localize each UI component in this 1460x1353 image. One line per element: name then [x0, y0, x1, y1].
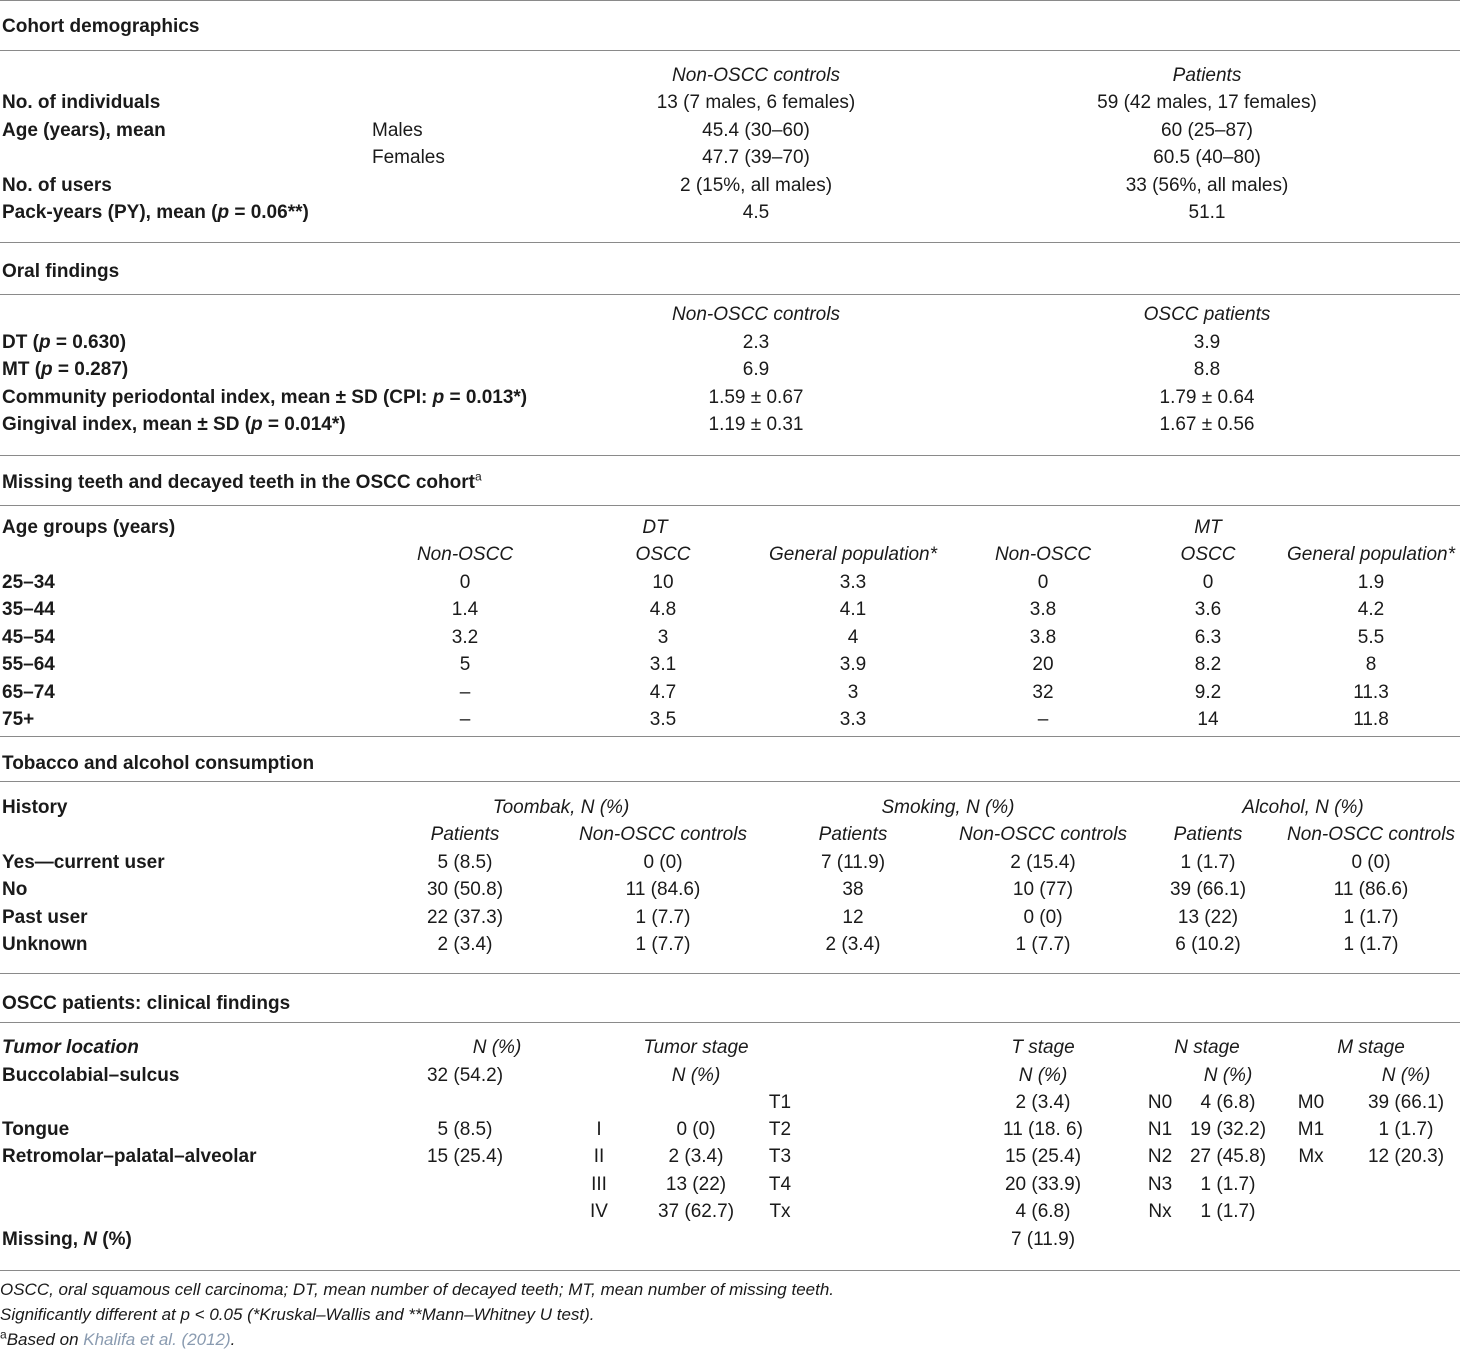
table-cell: 39 (66.1)	[1367, 1092, 1445, 1113]
col-header-tumor-location: Tumor location	[2, 1037, 139, 1058]
stage-label: N1	[1147, 1119, 1173, 1140]
table-cell: –	[1037, 709, 1049, 730]
cell: 59 (42 males, 17 females)	[1097, 92, 1317, 113]
reference-link[interactable]: Khalifa et al. (2012)	[83, 1330, 231, 1349]
section-rule	[0, 505, 1460, 506]
table-cell: 32	[1032, 681, 1054, 703]
group-header-smoking: Smoking, N (%)	[881, 797, 1015, 818]
table-cell: 11.3	[1353, 681, 1389, 703]
table-cell: 0 (0)	[1351, 852, 1391, 873]
table-cell: 5.5	[1357, 626, 1385, 648]
row-label: 25–34	[2, 572, 55, 593]
table-cell: 3.2	[451, 626, 479, 648]
cell: 1.79 ± 0.64	[1159, 387, 1255, 408]
cell: 51.1	[1188, 202, 1226, 223]
row-label: 45–54	[2, 626, 55, 648]
row-label: DT (p = 0.630)	[2, 332, 127, 353]
cell: 32 (54.2)	[426, 1065, 504, 1086]
section-heading-clinical: OSCC patients: clinical findings	[2, 993, 291, 1014]
row-label: Age (years), mean	[2, 120, 166, 141]
section-rule	[0, 455, 1460, 456]
cell: 5 (8.5)	[437, 1119, 493, 1140]
row-label: 35–44	[2, 599, 55, 621]
stage-label: I	[596, 1119, 602, 1140]
section-heading-tobacco: Tobacco and alcohol consumption	[2, 753, 315, 774]
row-label: Gingival index, mean ± SD (p = 0.014*)	[2, 414, 346, 435]
col-header: N (%)	[1381, 1065, 1431, 1086]
table-cell: 1 (1.7)	[1200, 1174, 1256, 1195]
stage-label: M1	[1297, 1119, 1325, 1140]
table-bottom-rule	[0, 1270, 1460, 1271]
table-cell: 1 (7.7)	[1015, 934, 1071, 956]
row-label: Pack-years (PY), mean (p = 0.06**)	[2, 202, 309, 223]
table-cell: 11 (86.6)	[1333, 879, 1409, 901]
table-cell: 6.3	[1194, 626, 1222, 648]
stage-label: N2	[1147, 1146, 1173, 1167]
table-cell: 13 (22)	[665, 1174, 727, 1195]
row-label: Missing, N (%)	[2, 1229, 132, 1250]
stage-label: II	[593, 1146, 605, 1167]
footnote: Significantly different at p < 0.05 (*Kruskal–Wallis and **Mann–Whitney U test).	[0, 1305, 595, 1324]
stage-label: M0	[1297, 1092, 1325, 1113]
row-label: No. of users	[2, 175, 112, 196]
row-label: Unknown	[2, 934, 88, 956]
table-cell: 3.8	[1029, 626, 1057, 648]
col-header: OSCC	[1180, 544, 1236, 565]
section-rule	[0, 1022, 1460, 1023]
col-header: Patients	[1173, 824, 1243, 845]
table-cell: 3	[847, 681, 859, 703]
section-rule	[0, 736, 1460, 737]
table-cell: 1 (1.7)	[1180, 852, 1236, 873]
cell: 1.67 ± 0.56	[1159, 414, 1255, 435]
section-rule	[0, 294, 1460, 295]
table-cell: 2 (3.4)	[1015, 1092, 1071, 1113]
stage-label: T2	[768, 1119, 792, 1140]
cell: 1.19 ± 0.31	[708, 414, 804, 435]
table-cell: 20	[1032, 654, 1054, 676]
table-cell: 3.8	[1029, 599, 1057, 621]
table-cell: 1 (1.7)	[1378, 1119, 1434, 1140]
table-cell: 10 (77)	[1012, 879, 1074, 901]
row-label: Tongue	[2, 1119, 70, 1140]
stage-label: Nx	[1148, 1201, 1172, 1222]
cell: 4.5	[742, 202, 770, 223]
row-label: Yes—current user	[2, 852, 165, 873]
table-cell: 2 (3.4)	[825, 934, 881, 956]
section-rule	[0, 242, 1460, 243]
table-cell: 3.3	[839, 572, 867, 593]
col-header-m-stage: M stage	[1337, 1037, 1405, 1058]
table-cell: 38	[842, 879, 864, 901]
group-header-alcohol: Alcohol, N (%)	[1242, 797, 1364, 818]
row-header-age: Age groups (years)	[2, 517, 176, 538]
table-cell: 1 (1.7)	[1200, 1201, 1256, 1222]
table-cell: 1 (1.7)	[1343, 934, 1399, 956]
col-header-n-stage: N stage	[1174, 1037, 1240, 1058]
col-header: Patients	[818, 824, 888, 845]
row-sublabel: Females	[372, 147, 445, 168]
table-cell: 3.1	[649, 654, 677, 676]
row-label: Buccolabial–sulcus	[2, 1065, 180, 1086]
row-label: Community periodontal index, mean ± SD (CPI: p = 0.013*)	[2, 387, 528, 408]
col-header-patients: OSCC patients	[1143, 304, 1271, 325]
table-cell: 3.9	[839, 654, 867, 676]
table-cell: 12	[842, 906, 864, 928]
stage-label: N0	[1147, 1092, 1173, 1113]
col-header-controls: Non-OSCC controls	[672, 65, 840, 86]
group-header-toombak: Toombak, N (%)	[492, 797, 630, 818]
col-header: N (%)	[472, 1037, 522, 1058]
table-cell: 7 (11.9)	[820, 852, 886, 873]
table-cell: 2 (3.4)	[668, 1146, 724, 1167]
table-cell: –	[459, 709, 471, 730]
table-cell: 20 (33.9)	[1004, 1174, 1082, 1195]
row-label: MT (p = 0.287)	[2, 359, 129, 380]
cell: 47.7 (39–70)	[702, 147, 810, 168]
row-sublabel: Males	[372, 120, 423, 141]
col-header-controls: Non-OSCC controls	[672, 304, 840, 325]
table-cell: 4 (6.8)	[1200, 1092, 1256, 1113]
cell: 7 (11.9)	[1010, 1229, 1076, 1250]
footnote: OSCC, oral squamous cell carcinoma; DT, mean number of decayed teeth; MT, mean number of missing teeth.	[0, 1280, 835, 1299]
stage-label: T3	[768, 1146, 792, 1167]
col-header: N (%)	[1203, 1065, 1253, 1086]
col-header: Non-OSCC controls	[1287, 824, 1455, 845]
table-cell: 0	[459, 572, 471, 593]
table-cell: 2 (3.4)	[437, 934, 493, 956]
table-cell: 12 (20.3)	[1367, 1146, 1445, 1167]
table-cell: 0	[1037, 572, 1049, 593]
table-cell: 3	[657, 626, 669, 648]
table-cell: 22 (37.3)	[426, 906, 504, 928]
table-cell: 4	[847, 626, 859, 648]
table-cell: 10	[652, 572, 674, 593]
table-cell: 15 (25.4)	[1004, 1146, 1082, 1167]
cell: 60.5 (40–80)	[1153, 147, 1261, 168]
row-label: 65–74	[2, 681, 55, 703]
section-rule	[0, 781, 1460, 782]
row-label: Past user	[2, 906, 88, 928]
table-cell: 3.6	[1194, 599, 1222, 621]
col-header: Non-OSCC	[416, 544, 514, 565]
table-cell: 5	[459, 654, 471, 676]
footnote: $^a$Based on Khalifa et al. (2012).	[0, 1327, 236, 1349]
col-header: General population*	[1287, 544, 1455, 565]
cell: 2.3	[742, 332, 770, 353]
row-label: Retromolar–palatal–alveolar	[2, 1146, 257, 1167]
table-cell: 1.9	[1357, 572, 1385, 593]
table-cell: 39 (66.1)	[1169, 879, 1247, 901]
stage-label: IV	[590, 1201, 608, 1222]
table-cell: 8.2	[1194, 654, 1222, 676]
row-label: 55–64	[2, 654, 55, 676]
col-header: N (%)	[1018, 1065, 1068, 1086]
table-cell: 5 (8.5)	[437, 852, 493, 873]
table-cell: 0 (0)	[676, 1119, 716, 1140]
table-cell: 11 (18. 6)	[1003, 1119, 1083, 1140]
col-header: Non-OSCC	[994, 544, 1092, 565]
stage-label: Mx	[1298, 1146, 1324, 1167]
table-cell: 19 (32.2)	[1189, 1119, 1267, 1140]
table-cell: 0 (0)	[643, 852, 683, 873]
stage-label: N3	[1147, 1174, 1173, 1195]
stage-label: T1	[768, 1092, 792, 1113]
table-cell: 2 (15.4)	[1010, 852, 1076, 873]
group-header-mt: MT	[1194, 517, 1222, 538]
stage-label: Tx	[769, 1201, 791, 1222]
col-header-t-stage: T stage	[1011, 1037, 1075, 1058]
row-header-history: History	[2, 797, 68, 818]
cell: 13 (7 males, 6 females)	[656, 92, 856, 113]
table-cell: 0	[1202, 572, 1214, 593]
table-cell: 1 (7.7)	[635, 934, 691, 956]
section-rule	[0, 973, 1460, 974]
row-label: 75+	[2, 709, 35, 730]
table-cell: 6 (10.2)	[1175, 934, 1241, 956]
table-cell: 8	[1365, 654, 1377, 676]
table-cell: 4.2	[1357, 599, 1385, 621]
col-header-tumor-stage: Tumor stage	[643, 1037, 749, 1058]
stage-label: III	[591, 1174, 607, 1195]
section-rule	[0, 50, 1460, 51]
cell: 60 (25–87)	[1161, 120, 1253, 141]
table-cell: 4.8	[649, 599, 677, 621]
table-cell: 11.8	[1353, 709, 1389, 730]
table-cell: 9.2	[1194, 681, 1222, 703]
cell: 2 (15%, all males)	[679, 175, 833, 196]
section-heading-teeth: Missing teeth and decayed teeth in the OSCC cohort$^a$	[2, 469, 482, 493]
col-header: OSCC	[635, 544, 691, 565]
table-cell: 0 (0)	[1023, 906, 1063, 928]
section-heading-oral: Oral findings	[2, 261, 120, 282]
table-cell: 1.4	[451, 599, 479, 621]
table-cell: 27 (45.8)	[1189, 1146, 1267, 1167]
col-header: General population*	[769, 544, 937, 565]
table-cell: –	[459, 681, 471, 703]
col-header-patients: Patients	[1172, 65, 1242, 86]
col-header: N (%)	[671, 1065, 721, 1086]
table-cell: 4.1	[839, 599, 867, 621]
table-cell: 1 (1.7)	[1343, 906, 1399, 928]
table-cell: 14	[1197, 709, 1219, 730]
cell: 1.59 ± 0.67	[708, 387, 804, 408]
table-cell: 37 (62.7)	[657, 1201, 735, 1222]
stage-label: T4	[768, 1174, 792, 1195]
table-cell: 13 (22)	[1177, 906, 1239, 928]
group-header-dt: DT	[642, 517, 668, 538]
table-cell: 3.5	[649, 709, 677, 730]
table-cell: 4 (6.8)	[1015, 1201, 1071, 1222]
table-top-rule	[0, 0, 1460, 1]
cell: 6.9	[742, 359, 770, 380]
cell: 45.4 (30–60)	[702, 120, 810, 141]
col-header: Patients	[430, 824, 500, 845]
section-heading-demographics: Cohort demographics	[2, 16, 200, 37]
cell: 15 (25.4)	[426, 1146, 504, 1167]
table-cell: 3.3	[839, 709, 867, 730]
table-cell: 11 (84.6)	[625, 879, 701, 901]
table-cell: 1 (7.7)	[635, 906, 691, 928]
cell: 8.8	[1193, 359, 1221, 380]
table-cell: 30 (50.8)	[426, 879, 504, 901]
row-label: No	[2, 879, 28, 901]
row-label: No. of individuals	[2, 92, 161, 113]
cell: 33 (56%, all males)	[1125, 175, 1289, 196]
table-cell: 4.7	[649, 681, 677, 703]
cell: 3.9	[1193, 332, 1221, 353]
col-header: Non-OSCC controls	[959, 824, 1127, 845]
col-header: Non-OSCC controls	[579, 824, 747, 845]
